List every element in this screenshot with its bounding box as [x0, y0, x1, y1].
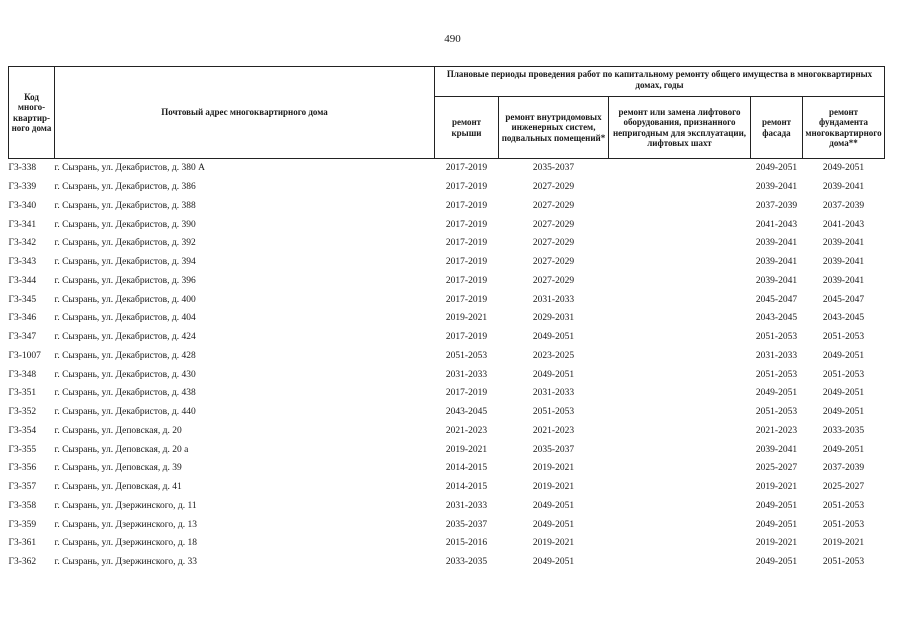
table-row — [9, 197, 885, 216]
cell-engineering: 2027-2029 — [532, 219, 575, 230]
table-row — [9, 309, 885, 328]
cell-facade: 2039-2041 — [755, 275, 798, 286]
cell-roof: 2017-2019 — [445, 238, 488, 249]
cell-code: Г3-357 — [8, 482, 37, 493]
cell-foundation: 2037-2039 — [822, 463, 865, 474]
table-row — [9, 534, 885, 553]
cell-elevator — [609, 197, 751, 216]
cell-roof: 2021-2023 — [445, 425, 488, 436]
cell-address: г. Сызрань, ул. Деповская, д. 41 — [54, 482, 182, 493]
cell-roof: 2015-2016 — [445, 538, 488, 549]
cell-elevator — [609, 328, 751, 347]
cell-code: Г3-356 — [8, 463, 37, 474]
cell-roof: 2017-2019 — [445, 294, 488, 305]
cell-address: г. Сызрань, ул. Декабристов, д. 392 — [54, 238, 196, 249]
cell-code: Г3-344 — [8, 275, 37, 286]
table-row — [9, 234, 885, 253]
cell-code: Г3-340 — [8, 200, 37, 211]
cell-code: Г3-343 — [8, 257, 37, 268]
cell-code: Г3-362 — [8, 557, 37, 568]
cell-foundation: 2039-2041 — [822, 182, 865, 193]
cell-facade: 2021-2023 — [755, 425, 798, 436]
cell-facade: 2041-2043 — [755, 219, 798, 230]
cell-roof: 2017-2019 — [445, 163, 488, 174]
cell-foundation: 2019-2021 — [822, 538, 865, 549]
cell-code: Г3-342 — [8, 238, 37, 249]
cell-code: Г3-359 — [8, 519, 37, 530]
header-code: Код много-квартир-ного дома — [9, 67, 55, 159]
cell-elevator — [609, 347, 751, 366]
cell-elevator — [609, 365, 751, 384]
cell-roof: 2017-2019 — [445, 219, 488, 230]
cell-elevator — [609, 515, 751, 534]
cell-foundation: 2039-2041 — [822, 238, 865, 249]
cell-foundation: 2045-2047 — [822, 294, 865, 305]
cell-address: г. Сызрань, ул. Дзержинского, д. 33 — [54, 557, 198, 568]
cell-facade: 2051-2053 — [755, 407, 798, 418]
cell-roof: 2017-2019 — [445, 182, 488, 193]
cell-engineering: 2027-2029 — [532, 238, 575, 249]
cell-elevator — [609, 309, 751, 328]
cell-foundation: 2051-2053 — [822, 519, 865, 530]
cell-address: г. Сызрань, ул. Декабристов, д. 390 — [54, 219, 196, 230]
cell-roof: 2017-2019 — [445, 332, 488, 343]
cell-foundation: 2049-2051 — [822, 444, 865, 455]
cell-code: Г3-345 — [8, 294, 37, 305]
cell-facade: 2043-2045 — [755, 313, 798, 324]
cell-code: Г3-1007 — [8, 350, 41, 361]
cell-address: г. Сызрань, ул. Декабристов, д. 380 А — [54, 163, 205, 174]
cell-elevator — [609, 403, 751, 422]
cell-engineering: 2035-2037 — [532, 444, 575, 455]
cell-elevator — [609, 234, 751, 253]
cell-foundation: 2051-2053 — [822, 557, 865, 568]
cell-address: г. Сызрань, ул. Декабристов, д. 428 — [54, 350, 196, 361]
cell-facade: 2039-2041 — [755, 444, 798, 455]
header-elevator: ремонт или замена лифтового оборудования, признанного непригодным для эксплуатации, лифтовых шахт — [609, 97, 751, 159]
cell-roof: 2033-2035 — [445, 557, 488, 568]
cell-foundation: 2043-2045 — [822, 313, 865, 324]
cell-foundation: 2037-2039 — [822, 200, 865, 211]
cell-facade: 2049-2051 — [755, 519, 798, 530]
cell-facade: 2049-2051 — [755, 388, 798, 399]
cell-roof: 2019-2021 — [445, 313, 488, 324]
cell-engineering: 2021-2023 — [532, 425, 575, 436]
cell-foundation: 2039-2041 — [822, 275, 865, 286]
header-facade: ремонт фасада — [751, 97, 803, 159]
table-row — [9, 384, 885, 403]
cell-address: г. Сызрань, ул. Декабристов, д. 424 — [54, 332, 196, 343]
cell-roof: 2014-2015 — [445, 463, 488, 474]
cell-address: г. Сызрань, ул. Декабристов, д. 404 — [54, 313, 196, 324]
cell-foundation: 2051-2053 — [822, 332, 865, 343]
cell-address: г. Сызрань, ул. Декабристов, д. 394 — [54, 257, 196, 268]
cell-foundation: 2033-2035 — [822, 425, 865, 436]
table-row — [9, 440, 885, 459]
cell-engineering: 2027-2029 — [532, 200, 575, 211]
cell-engineering: 2031-2033 — [532, 388, 575, 399]
cell-code: Г3-358 — [8, 500, 37, 511]
page-number: 490 — [444, 33, 461, 45]
cell-roof: 2017-2019 — [445, 388, 488, 399]
cell-elevator — [609, 253, 751, 272]
cell-foundation: 2025-2027 — [822, 482, 865, 493]
cell-facade: 2037-2039 — [755, 200, 798, 211]
cell-elevator — [609, 478, 751, 497]
table-row — [9, 478, 885, 497]
cell-engineering: 2049-2051 — [532, 519, 575, 530]
cell-engineering: 2051-2053 — [532, 407, 575, 418]
cell-roof: 2019-2021 — [445, 444, 488, 455]
cell-roof: 2017-2019 — [445, 257, 488, 268]
cell-facade: 2045-2047 — [755, 294, 798, 305]
table-row — [9, 497, 885, 516]
table-row — [9, 290, 885, 309]
cell-facade: 2019-2021 — [755, 538, 798, 549]
cell-engineering: 2027-2029 — [532, 182, 575, 193]
cell-foundation: 2041-2043 — [822, 219, 865, 230]
cell-facade: 2039-2041 — [755, 238, 798, 249]
cell-foundation: 2049-2051 — [822, 388, 865, 399]
cell-address: г. Сызрань, ул. Декабристов, д. 440 — [54, 407, 196, 418]
cell-foundation: 2039-2041 — [822, 257, 865, 268]
cell-code: Г3-352 — [8, 407, 37, 418]
cell-code: Г3-339 — [8, 182, 37, 193]
cell-elevator — [609, 534, 751, 553]
cell-foundation: 2049-2051 — [822, 350, 865, 361]
header-address: Почтовый адрес многоквартирного дома — [55, 67, 435, 159]
table-row — [9, 365, 885, 384]
cell-address: г. Сызрань, ул. Декабристов, д. 388 — [54, 200, 196, 211]
cell-address: г. Сызрань, ул. Дзержинского, д. 13 — [54, 519, 198, 530]
cell-facade: 2049-2051 — [755, 163, 798, 174]
cell-roof: 2035-2037 — [445, 519, 488, 530]
cell-engineering: 2035-2037 — [532, 163, 575, 174]
cell-roof: 2017-2019 — [445, 275, 488, 286]
cell-facade: 2049-2051 — [755, 557, 798, 568]
cell-roof: 2051-2053 — [445, 350, 488, 361]
cell-elevator — [609, 272, 751, 291]
cell-code: Г3-347 — [8, 332, 37, 343]
cell-engineering: 2029-2031 — [532, 313, 575, 324]
cell-elevator — [609, 159, 751, 178]
cell-address: г. Сызрань, ул. Декабристов, д. 386 — [54, 182, 196, 193]
cell-facade: 2049-2051 — [755, 500, 798, 511]
cell-address: г. Сызрань, ул. Дзержинского, д. 11 — [54, 500, 197, 511]
cell-roof: 2014-2015 — [445, 482, 488, 493]
cell-facade: 2051-2053 — [755, 369, 798, 380]
cell-engineering: 2019-2021 — [532, 538, 575, 549]
cell-elevator — [609, 440, 751, 459]
cell-address: г. Сызрань, ул. Декабристов, д. 430 — [54, 369, 196, 380]
cell-facade: 2025-2027 — [755, 463, 798, 474]
cell-engineering: 2049-2051 — [532, 332, 575, 343]
cell-code: Г3-361 — [8, 538, 37, 549]
table-row — [9, 515, 885, 534]
table-row — [9, 347, 885, 366]
cell-address: г. Сызрань, ул. Деповская, д. 20 — [54, 425, 182, 436]
cell-engineering: 2027-2029 — [532, 275, 575, 286]
table-row — [9, 215, 885, 234]
cell-code: Г3-351 — [8, 388, 37, 399]
cell-elevator — [609, 497, 751, 516]
cell-foundation: 2051-2053 — [822, 500, 865, 511]
cell-engineering: 2027-2029 — [532, 257, 575, 268]
cell-code: Г3-348 — [8, 369, 37, 380]
header-foundation: ремонт фундамента многоквартирного дома** — [803, 97, 885, 159]
cell-foundation: 2051-2053 — [822, 369, 865, 380]
table-row — [9, 272, 885, 291]
table-row — [9, 159, 885, 178]
cell-elevator — [609, 459, 751, 478]
cell-code: Г3-346 — [8, 313, 37, 324]
cell-foundation: 2049-2051 — [822, 163, 865, 174]
cell-address: г. Сызрань, ул. Декабристов, д. 396 — [54, 275, 196, 286]
table-row — [9, 553, 885, 572]
cell-elevator — [609, 384, 751, 403]
cell-address: г. Сызрань, ул. Дзержинского, д. 18 — [54, 538, 198, 549]
cell-engineering: 2019-2021 — [532, 463, 575, 474]
table-row — [9, 178, 885, 197]
cell-engineering: 2031-2033 — [532, 294, 575, 305]
cell-address: г. Сызрань, ул. Декабристов, д. 438 — [54, 388, 196, 399]
table-row — [9, 459, 885, 478]
cell-roof: 2017-2019 — [445, 200, 488, 211]
header-group: Плановые периоды проведения работ по капитальному ремонту общего имущества в многоквартирных домах, годы — [435, 67, 885, 97]
cell-engineering: 2049-2051 — [532, 557, 575, 568]
table-row — [9, 328, 885, 347]
repair-schedule-table — [8, 66, 885, 572]
cell-roof: 2031-2033 — [445, 500, 488, 511]
cell-facade: 2051-2053 — [755, 332, 798, 343]
table-row — [9, 253, 885, 272]
table-body — [9, 159, 885, 572]
cell-code: Г3-338 — [8, 163, 37, 174]
header-engineering: ремонт внутридомовых инженерных систем, подвальных помещений* — [499, 97, 609, 159]
cell-roof: 2031-2033 — [445, 369, 488, 380]
header-roof: ремонт крыши — [435, 97, 499, 159]
table-row — [9, 403, 885, 422]
table-row — [9, 422, 885, 441]
cell-address: г. Сызрань, ул. Деповская, д. 39 — [54, 463, 182, 474]
cell-elevator — [609, 215, 751, 234]
cell-facade: 2039-2041 — [755, 182, 798, 193]
cell-code: Г3-354 — [8, 425, 37, 436]
cell-engineering: 2049-2051 — [532, 369, 575, 380]
cell-engineering: 2049-2051 — [532, 500, 575, 511]
cell-elevator — [609, 290, 751, 309]
cell-engineering: 2019-2021 — [532, 482, 575, 493]
cell-roof: 2043-2045 — [445, 407, 488, 418]
cell-foundation: 2049-2051 — [822, 407, 865, 418]
cell-elevator — [609, 422, 751, 441]
cell-address: г. Сызрань, ул. Декабристов, д. 400 — [54, 294, 196, 305]
cell-elevator — [609, 553, 751, 572]
cell-facade: 2031-2033 — [755, 350, 798, 361]
cell-facade: 2019-2021 — [755, 482, 798, 493]
cell-address: г. Сызрань, ул. Деповская, д. 20 а — [54, 444, 189, 455]
cell-facade: 2039-2041 — [755, 257, 798, 268]
cell-code: Г3-341 — [8, 219, 37, 230]
table-header — [9, 67, 885, 159]
cell-code: Г3-355 — [8, 444, 37, 455]
cell-elevator — [609, 178, 751, 197]
cell-engineering: 2023-2025 — [532, 350, 575, 361]
